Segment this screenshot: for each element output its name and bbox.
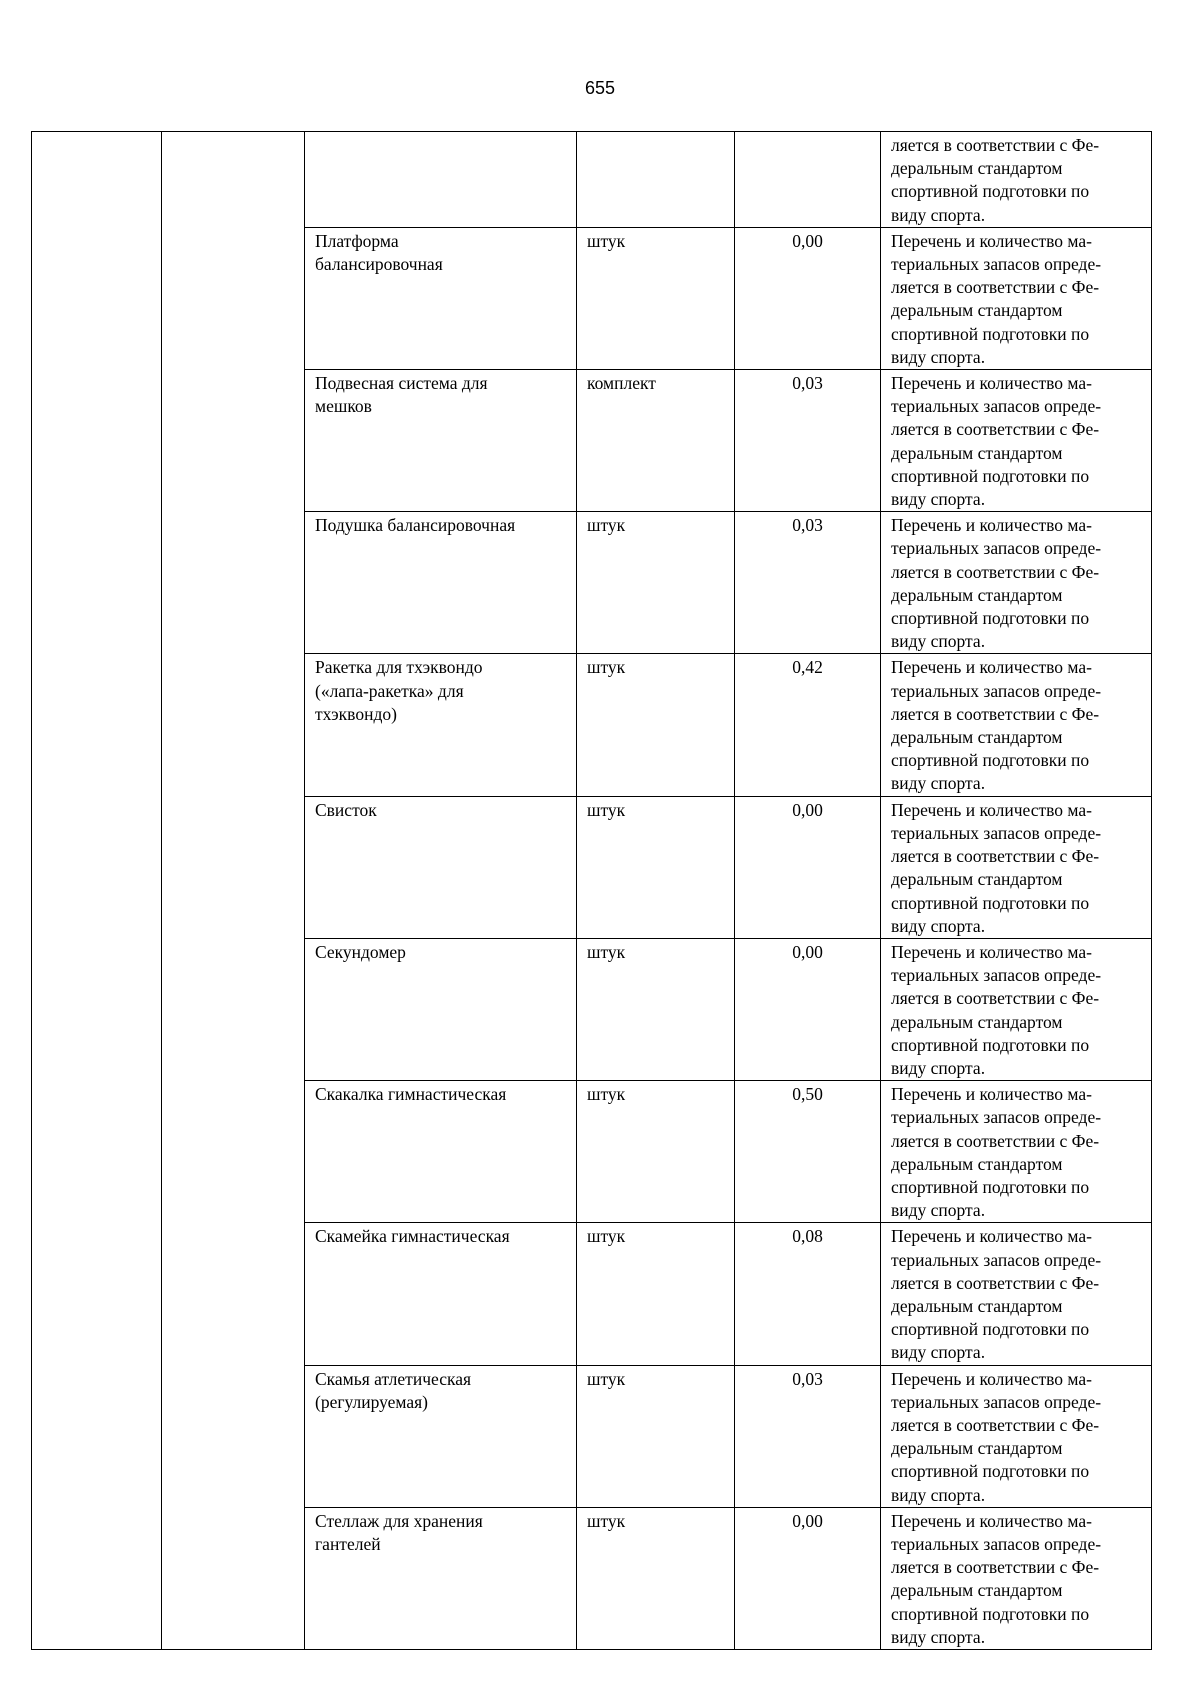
empty-cell-col1 — [32, 132, 162, 1650]
unit-cell — [577, 227, 735, 369]
item-name: Секундомер — [315, 941, 406, 962]
note-text: Перечень и количество ма- териальных запасов опреде- ляется в соответствии с Фе- деральным стандартом спортивной подготовки по виду спорта. — [891, 1226, 1102, 1363]
item-name-cell — [305, 1365, 577, 1507]
note-text: Перечень и количество ма- териальных запасов опреде- ляется в соответствии с Фе- деральным стандартом спортивной подготовки по виду спорта. — [891, 1368, 1102, 1505]
quantity-cell — [735, 227, 881, 369]
quantity-value: 0,00 — [792, 799, 823, 820]
quantity-value: 0,03 — [792, 373, 823, 394]
note-text: ляется в соответствии с Фе- деральным стандартом спортивной подготовки по виду спорта. — [891, 135, 1100, 225]
note-cell — [881, 654, 1152, 796]
unit-text: комплект — [587, 373, 656, 394]
quantity-cell — [735, 132, 881, 228]
quantity-cell — [735, 1223, 881, 1365]
item-name: Скакалка гимнастическая — [315, 1084, 507, 1105]
quantity-cell — [735, 796, 881, 938]
unit-cell — [577, 512, 735, 654]
note-cell — [881, 1223, 1152, 1365]
note-text: Перечень и количество ма- териальных запасов опреде- ляется в соответствии с Фе- деральным стандартом спортивной подготовки по виду спорта. — [891, 657, 1102, 794]
unit-cell — [577, 370, 735, 512]
unit-text: штук — [587, 1368, 626, 1389]
table-row-continued — [32, 132, 1152, 228]
unit-cell — [577, 1365, 735, 1507]
unit-cell — [577, 1081, 735, 1223]
note-text: Перечень и количество ма- териальных запасов опреде- ляется в соответствии с Фе- деральным стандартом спортивной подготовки по виду спорта. — [891, 799, 1102, 936]
unit-cell — [577, 132, 735, 228]
item-name: Скамейка гимнастическая — [315, 1226, 510, 1247]
equipment-table — [31, 131, 1152, 1650]
note-cell — [881, 1365, 1152, 1507]
quantity-value: 0,03 — [792, 1368, 823, 1389]
quantity-cell — [735, 938, 881, 1080]
note-cell — [881, 227, 1152, 369]
item-name-cell — [305, 938, 577, 1080]
note-text: Перечень и количество ма- териальных запасов опреде- ляется в соответствии с Фе- деральным стандартом спортивной подготовки по виду спорта. — [891, 1084, 1102, 1221]
item-name-cell — [305, 1081, 577, 1223]
unit-text: штук — [587, 799, 626, 820]
empty-cell-col2 — [162, 132, 305, 1650]
item-name-cell — [305, 512, 577, 654]
item-name-cell — [305, 132, 577, 228]
quantity-cell — [735, 512, 881, 654]
unit-text: штук — [587, 1084, 626, 1105]
note-cell — [881, 512, 1152, 654]
quantity-value: 0,00 — [792, 941, 823, 962]
item-name-cell — [305, 796, 577, 938]
unit-cell — [577, 1507, 735, 1649]
quantity-value: 0,50 — [792, 1084, 823, 1105]
note-cell — [881, 1507, 1152, 1649]
item-name-cell — [305, 227, 577, 369]
note-cell — [881, 370, 1152, 512]
note-text: Перечень и количество ма- териальных запасов опреде- ляется в соответствии с Фе- деральным стандартом спортивной подготовки по виду спорта. — [891, 373, 1102, 510]
unit-text: штук — [587, 1510, 626, 1531]
item-name: Свисток — [315, 799, 377, 820]
unit-cell — [577, 654, 735, 796]
quantity-cell — [735, 1365, 881, 1507]
unit-text: штук — [587, 657, 626, 678]
quantity-value: 0,42 — [792, 657, 823, 678]
note-text: Перечень и количество ма- териальных запасов опреде- ляется в соответствии с Фе- деральным стандартом спортивной подготовки по виду спорта. — [891, 230, 1102, 367]
note-text: Перечень и количество ма- териальных запасов опреде- ляется в соответствии с Фе- деральным стандартом спортивной подготовки по виду спорта. — [891, 941, 1102, 1078]
unit-cell — [577, 796, 735, 938]
page-number: 655 — [584, 78, 616, 98]
item-name-cell — [305, 370, 577, 512]
item-name: Подушка балансировочная — [315, 515, 516, 536]
note-cell — [881, 1081, 1152, 1223]
quantity-value: 0,00 — [792, 1510, 823, 1531]
item-name: Платформа балансировочная — [315, 230, 443, 275]
note-text: Перечень и количество ма- териальных запасов опреде- ляется в соответствии с Фе- деральным стандартом спортивной подготовки по виду спорта. — [891, 515, 1102, 652]
unit-text: штук — [587, 515, 626, 536]
quantity-cell — [735, 654, 881, 796]
unit-text: штук — [587, 941, 626, 962]
unit-cell — [577, 1223, 735, 1365]
note-cell — [881, 796, 1152, 938]
item-name-cell — [305, 1223, 577, 1365]
quantity-value: 0,08 — [792, 1226, 823, 1247]
quantity-value: 0,00 — [792, 230, 823, 251]
item-name: Подвесная система для мешков — [315, 373, 488, 417]
unit-cell — [577, 938, 735, 1080]
quantity-cell — [735, 1507, 881, 1649]
item-name: Скамья атлетическая (регулируемая) — [315, 1368, 472, 1412]
quantity-cell — [735, 370, 881, 512]
quantity-value: 0,03 — [792, 515, 823, 536]
unit-text: штук — [587, 1226, 626, 1247]
item-name: Стеллаж для хранения гантелей — [315, 1510, 483, 1554]
note-text: Перечень и количество ма- териальных запасов опреде- ляется в соответствии с Фе- деральным стандартом спортивной подготовки по виду спорта. — [891, 1510, 1102, 1647]
unit-text: штук — [587, 230, 626, 251]
item-name-cell — [305, 1507, 577, 1649]
quantity-cell — [735, 1081, 881, 1223]
note-cell — [881, 938, 1152, 1080]
item-name: Ракетка для тхэквондо («лапа-ракетка» для тхэквондо) — [315, 657, 483, 724]
item-name-cell — [305, 654, 577, 796]
note-cell — [881, 132, 1152, 228]
